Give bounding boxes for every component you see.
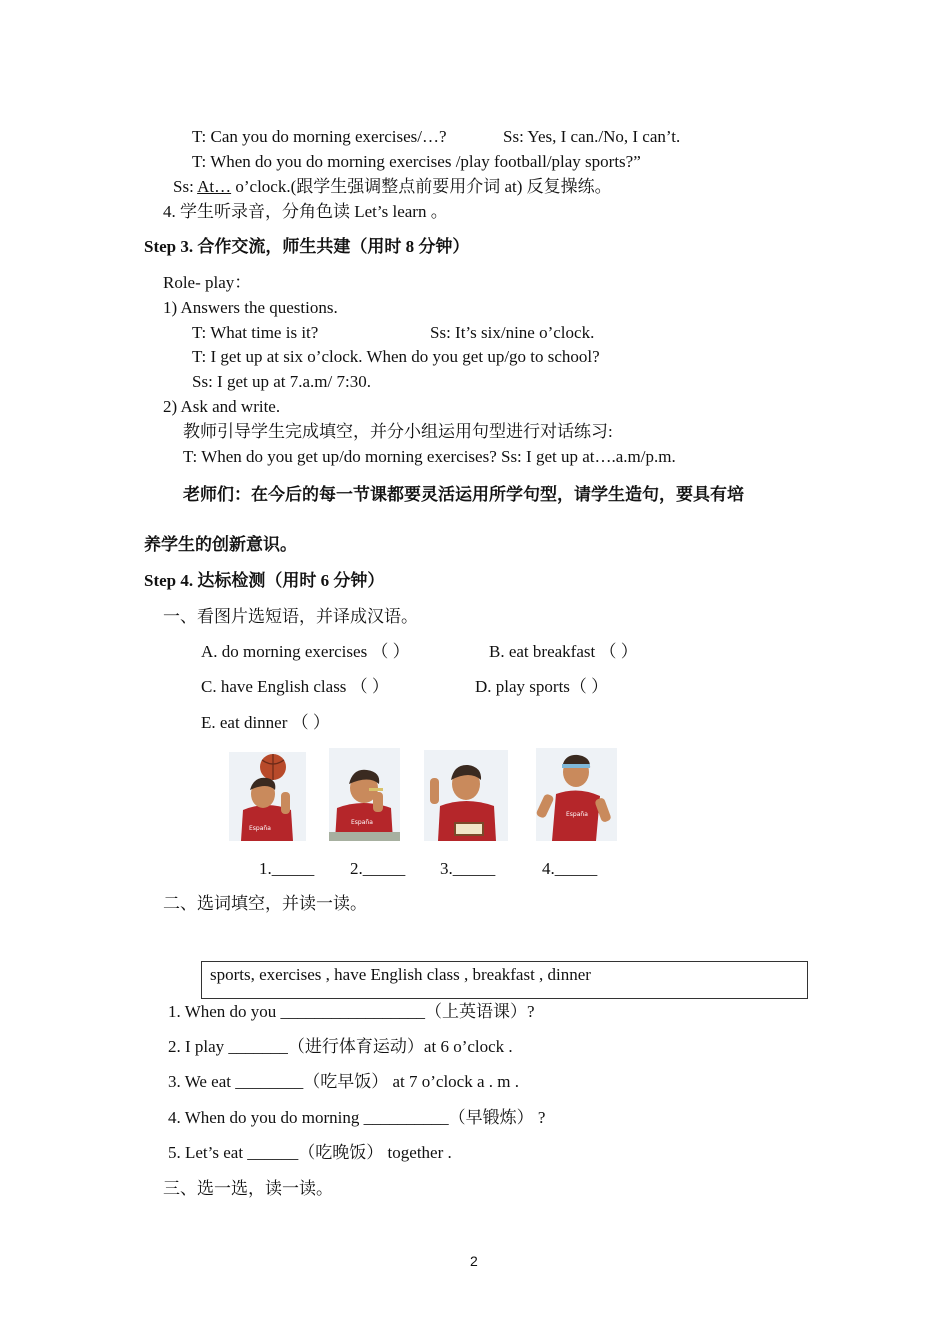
question-1a: T: What time is it? bbox=[192, 323, 319, 342]
picture-blank-2: 2._____ bbox=[350, 859, 406, 878]
picture-blank-1: 1._____ bbox=[259, 859, 315, 878]
fill-sentence-3: 3. We eat ________（吃早饭） at 7 o’clock a . m . bbox=[168, 1072, 519, 1091]
exercise-part-3: 三、选一选，读一读。 bbox=[163, 1179, 333, 1198]
dialog-line-1a: T: Can you do morning exercises/…? bbox=[192, 127, 447, 146]
svg-text:España: España bbox=[249, 825, 271, 832]
option-b: B. eat breakfast （ ） bbox=[489, 642, 638, 661]
dialog-line-3-underlined: At… bbox=[197, 177, 232, 196]
teacher-note-line-2: 养学生的创新意识。 bbox=[144, 535, 297, 555]
fill-sentence-1: 1. When do you _________________（上英语课）? bbox=[168, 1002, 535, 1021]
dialog-line-1b: Ss: Yes, I can./No, I can’t. bbox=[503, 127, 681, 146]
dialog-line-3 bbox=[173, 176, 612, 198]
page-number: 2 bbox=[470, 1253, 478, 1269]
dialog-line-2: T: When do you do morning exercises /play football/play sports?” bbox=[192, 152, 641, 171]
svg-text:España: España bbox=[566, 811, 588, 818]
question-2b: T: When do you get up/do morning exercises? Ss: I get up at….a.m/p.m. bbox=[183, 447, 676, 466]
fill-sentence-5: 5. Let’s eat ______（吃晚饭） together . bbox=[168, 1143, 452, 1162]
step-item-4: 4. 学生听录音，分角色读 Let’s learn 。 bbox=[163, 202, 448, 221]
option-a: A. do morning exercises （ ） bbox=[201, 642, 410, 661]
teacher-note-line-1: 老师们：在今后的每一节课都要灵活运用所学句型，请学生造句，要具有培 bbox=[183, 485, 744, 505]
exercise-part-2: 二、选词填空，并读一读。 bbox=[163, 894, 367, 913]
boy-reading-image bbox=[424, 750, 508, 841]
step3-heading: Step 3. 合作交流，师生共建（用时 8 分钟） bbox=[144, 237, 470, 256]
fill-sentence-4: 4. When do you do morning __________（早锻炼） ? bbox=[168, 1108, 546, 1127]
option-d: D. play sports（ ） bbox=[475, 677, 609, 696]
question-1b: Ss: It’s six/nine o’clock. bbox=[430, 323, 595, 342]
dialog-line-3-prefix: Ss: bbox=[173, 177, 198, 196]
question-1d: Ss: I get up at 7.a.m/ 7:30. bbox=[192, 372, 371, 391]
roleplay-label: Role- play： bbox=[163, 273, 252, 292]
word-bank-text: sports, exercises , have English class , breakfast , dinner bbox=[210, 965, 591, 984]
question-2: 2) Ask and write. bbox=[163, 397, 281, 416]
question-1: 1) Answers the questions. bbox=[163, 298, 338, 317]
question-2a: 教师引导学生完成填空，并分小组运用句型进行对话练习: bbox=[183, 422, 613, 441]
option-c: C. have English class （ ） bbox=[201, 677, 389, 696]
svg-text:España: España bbox=[351, 819, 373, 826]
step4-heading: Step 4. 达标检测（用时 6 分钟） bbox=[144, 571, 385, 590]
boy-with-basketball-image bbox=[229, 752, 306, 841]
exercise-part-1: 一、看图片选短语，并译成汉语。 bbox=[163, 607, 418, 626]
option-e: E. eat dinner （ ） bbox=[201, 713, 330, 732]
picture-blank-4: 4._____ bbox=[542, 859, 598, 878]
boy-running-image bbox=[536, 748, 617, 841]
picture-blank-3: 3._____ bbox=[440, 859, 496, 878]
dialog-line-3-suffix: o’clock.(跟学生强调整点前要用介词 at) 反复操练。 bbox=[231, 177, 612, 196]
boy-eating-image bbox=[329, 748, 400, 841]
question-1c: T: I get up at six o’clock. When do you get up/go to school? bbox=[192, 347, 600, 366]
word-bank-box bbox=[201, 961, 808, 999]
fill-sentence-2: 2. I play _______（进行体育运动）at 6 o’clock . bbox=[168, 1037, 513, 1056]
